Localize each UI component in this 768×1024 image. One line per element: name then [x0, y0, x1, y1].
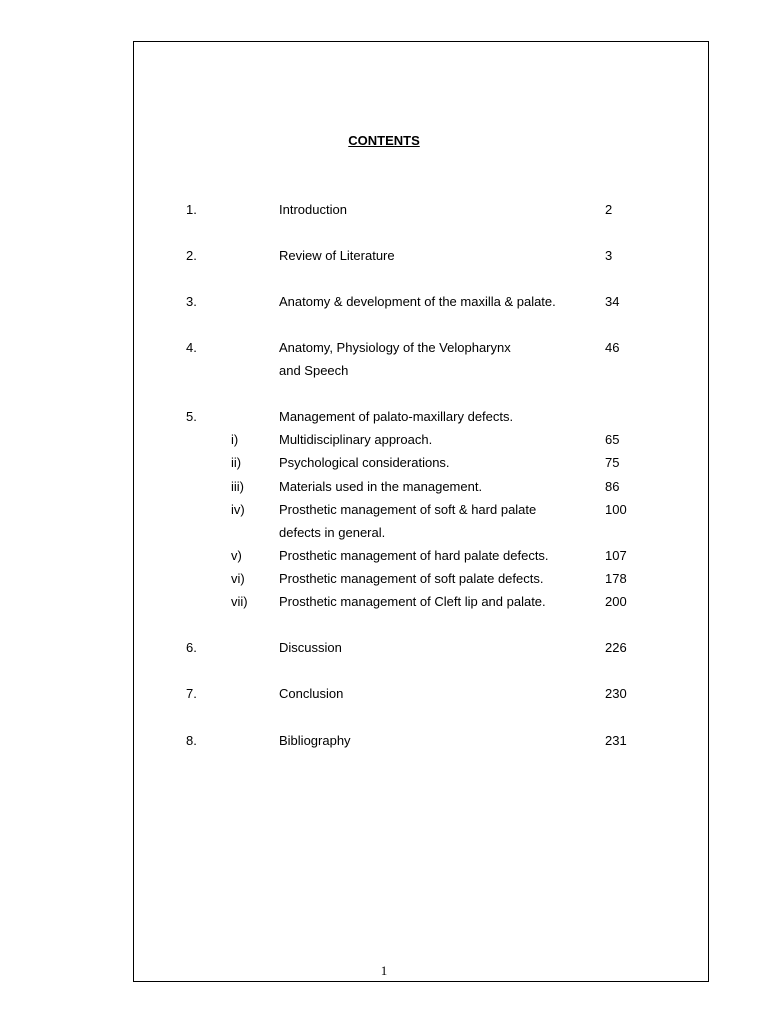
toc-entry-page: 231: [605, 733, 627, 748]
toc-entry-title: Discussion: [279, 640, 342, 655]
toc-entry-title-continued: and Speech: [279, 363, 349, 378]
toc-entry-page: 230: [605, 686, 627, 701]
toc-subentry-page: 65: [605, 432, 620, 447]
toc-entry-number: 3.: [186, 294, 197, 309]
toc-entry-title: Anatomy & development of the maxilla & palate.: [279, 294, 556, 309]
toc-entry-number: 5.: [186, 409, 197, 424]
toc-entry-page: 46: [605, 340, 620, 355]
toc-subentry-title: Multidisciplinary approach.: [279, 432, 433, 447]
toc-subentry-title: Prosthetic management of soft & hard palate: [279, 502, 537, 517]
toc-subentry-number: iv): [231, 502, 245, 517]
toc-entry-page: 34: [605, 294, 620, 309]
toc-entry-title: Anatomy, Physiology of the Velopharynx: [279, 340, 511, 355]
toc-subentry-page: 86: [605, 479, 620, 494]
toc-subentry-number: i): [231, 432, 239, 447]
toc-subentry-page: 200: [605, 594, 627, 609]
toc-subentry-number: iii): [231, 479, 244, 494]
toc-subentry-number: ii): [231, 455, 242, 470]
toc-entry-title: Introduction: [279, 202, 347, 217]
toc-subentry-title-continued: defects in general.: [279, 525, 386, 540]
toc-entry-title: Management of palato-maxillary defects.: [279, 409, 514, 424]
toc-entry-page: 3: [605, 248, 613, 263]
toc-subentry-number: vii): [231, 594, 248, 609]
toc-subentry-page: 100: [605, 502, 627, 517]
toc-subentry-page: 178: [605, 571, 627, 586]
toc-subentry-title: Prosthetic management of hard palate defects.: [279, 548, 549, 563]
toc-subentry-number: vi): [231, 571, 245, 586]
toc-subentry-title: Materials used in the management.: [279, 479, 483, 494]
toc-entry-number: 2.: [186, 248, 197, 263]
toc-entry-number: 6.: [186, 640, 197, 655]
toc-entry-number: 1.: [186, 202, 197, 217]
toc-subentry-title: Prosthetic management of soft palate defects.: [279, 571, 544, 586]
toc-entry-number: 4.: [186, 340, 197, 355]
contents-heading: CONTENTS: [348, 133, 420, 148]
toc-entry-page: 2: [605, 202, 613, 217]
toc-entry-page: 226: [605, 640, 627, 655]
toc-subentry-page: 107: [605, 548, 627, 563]
toc-subentry-title: Prosthetic management of Cleft lip and palate.: [279, 594, 546, 609]
toc-entry-title: Review of Literature: [279, 248, 395, 263]
toc-subentry-title: Psychological considerations.: [279, 455, 450, 470]
toc-entry-title: Bibliography: [279, 733, 351, 748]
page-number: 1: [380, 963, 388, 978]
toc-subentry-number: v): [231, 548, 242, 563]
toc-subentry-page: 75: [605, 455, 620, 470]
toc-entry-number: 8.: [186, 733, 197, 748]
toc-entry-title: Conclusion: [279, 686, 344, 701]
toc-entry-number: 7.: [186, 686, 197, 701]
